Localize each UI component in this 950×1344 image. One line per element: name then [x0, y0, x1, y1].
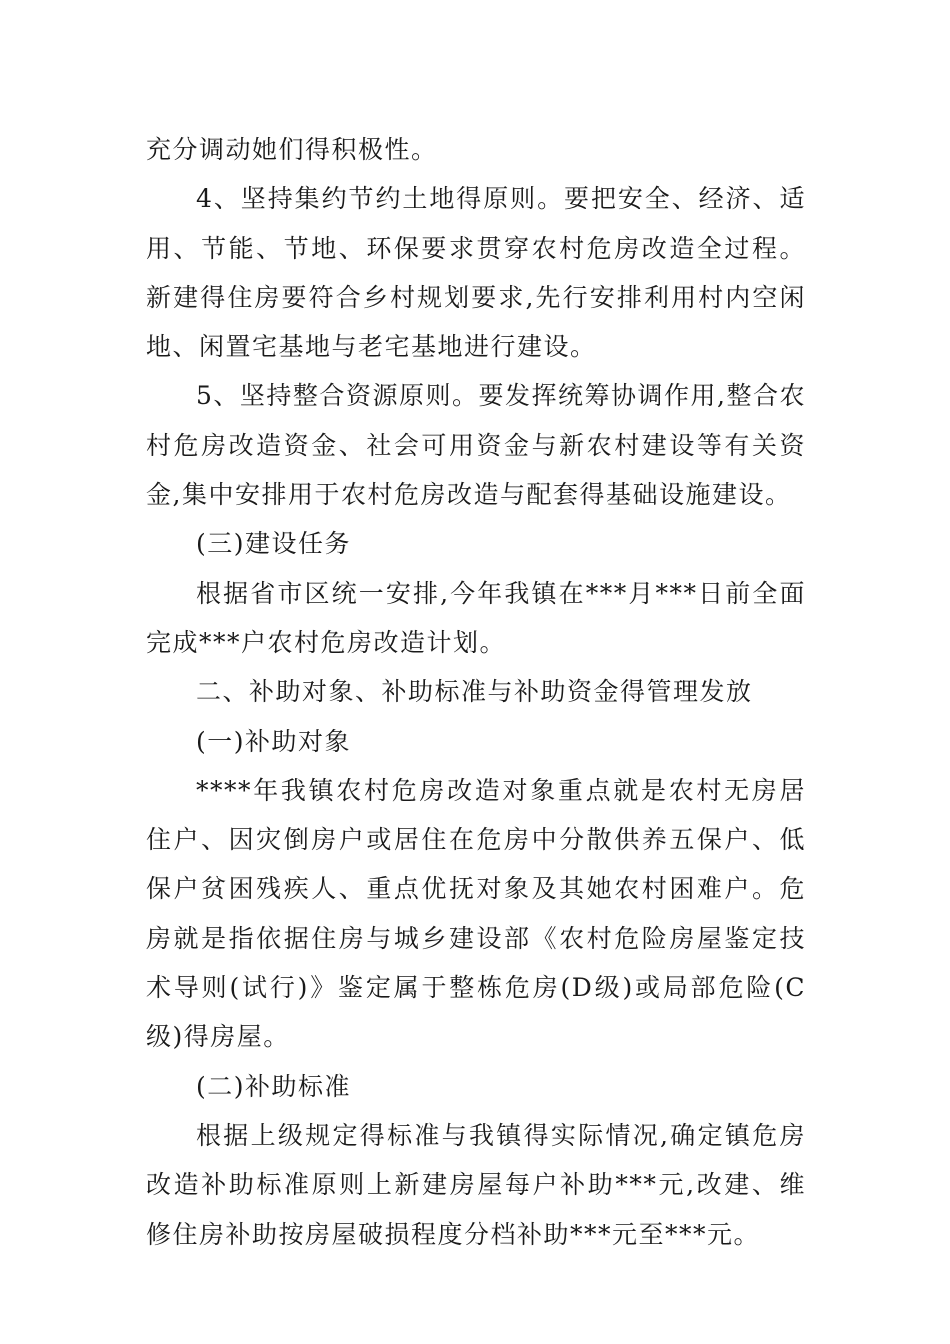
- document-body: [146, 125, 806, 1259]
- paragraph-principle-4: 4、坚持集约节约土地得原则。要把安全、经济、适用、节能、节地、环保要求贯穿农村危房改造全过程。新建得住房要符合乡村规划要求,先行安排利用村内空闲地、闲置宅基地与老宅基地进行建设。: [146, 184, 806, 362]
- heading-subsidy-standards: (二)补助标准: [196, 1071, 352, 1101]
- paragraph-continuation: 充分调动她们得积极性。: [146, 135, 438, 164]
- paragraph-construction-tasks: 根据省市区统一安排,今年我镇在***月***日前全面完成***户农村危房改造计划。: [146, 578, 806, 657]
- heading-construction-tasks: (三)建设任务: [196, 529, 352, 559]
- heading-section-2: 二、补助对象、补助标准与补助资金得管理发放: [196, 677, 753, 707]
- paragraph-subsidy-standards: 根据上级规定得标准与我镇得实际情况,确定镇危房改造补助标准原则上新建房屋每户补助***元,改建、维修住房补助按房屋破损程度分档补助***元至***元。: [146, 1120, 806, 1249]
- heading-subsidy-targets: (一)补助对象: [196, 726, 352, 756]
- paragraph-principle-5: 5、坚持整合资源原则。要发挥统筹协调作用,整合农村危房改造资金、社会可用资金与新农村建设等有关资金,集中安排用于农村危房改造与配套得基础设施建设。: [146, 381, 806, 510]
- paragraph-subsidy-targets: ****年我镇农村危房改造对象重点就是农村无房居住户、因灾倒房户或居住在危房中分散供养五保户、低保户贫困残疾人、重点优抚对象及其她农村困难户。危房就是指依据住房与城乡建设部《农村危险房屋鉴定技术导则(试行)》鉴定属于整栋危房(D级)或局部危险(C级)得房屋。: [146, 775, 806, 1052]
